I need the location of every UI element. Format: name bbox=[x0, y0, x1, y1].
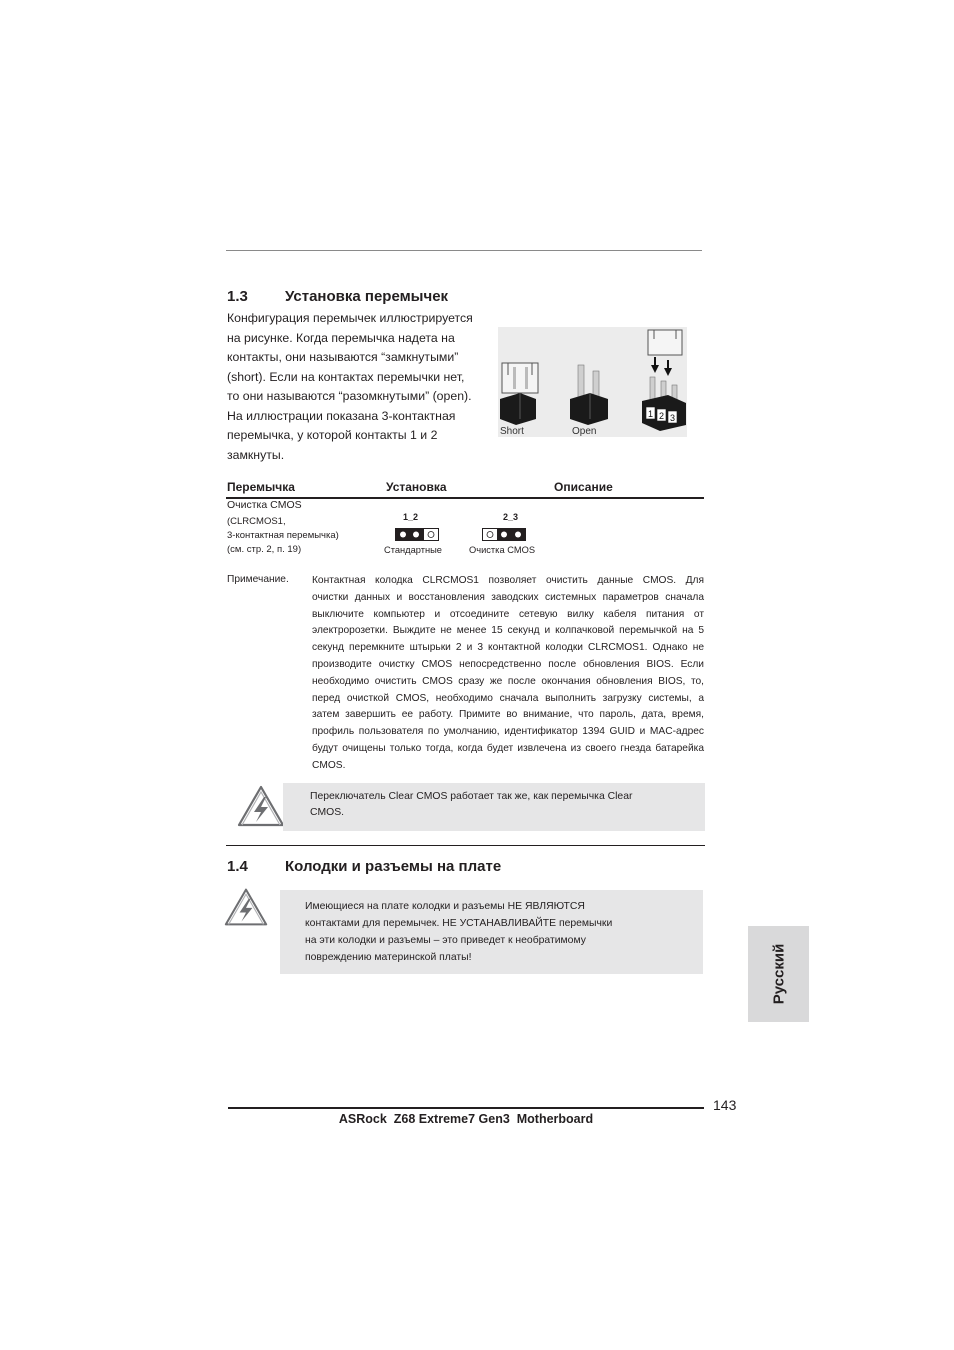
header-rule bbox=[226, 250, 702, 251]
note-line: производите очистку CMOS непосредственно после обновления BIOS. Если bbox=[312, 659, 704, 670]
language-label: Русский bbox=[770, 943, 787, 1005]
intro-line: перемычка, у которой контакты 1 и 2 bbox=[227, 428, 438, 442]
warning-box-headers bbox=[280, 890, 703, 974]
col-header-jumper: Перемычка bbox=[227, 480, 295, 494]
warning-line: Имеющиеся на плате колодки и разъемы НЕ ЯВЛЯЮТСЯ bbox=[305, 901, 585, 912]
warning-line: Переключатель Clear CMOS работает так же, как перемычка Clear bbox=[310, 791, 633, 802]
intro-line: контакты, они называются “замкнутыми” bbox=[227, 350, 459, 364]
row-jumper-type: 3-контактная перемычка) bbox=[227, 530, 339, 541]
language-side-tab bbox=[748, 926, 809, 1022]
warning-box-clear-cmos bbox=[283, 783, 705, 831]
jumper-12-diagram bbox=[395, 525, 439, 543]
setting1-pins: 1_2 bbox=[403, 512, 419, 522]
warning-line: CMOS. bbox=[310, 807, 345, 818]
note-line: Контактная колодка CLRCMOS1 позволяет очистить данные CMOS. Для bbox=[312, 575, 704, 586]
note-line: необходимо очистить CMOS сразу же после окончания обновления BIOS, то, bbox=[312, 675, 704, 687]
short-jumper bbox=[500, 363, 538, 425]
row-jumper-id: (CLRCMOS1, bbox=[227, 516, 286, 527]
pin-number: 1 bbox=[648, 409, 654, 419]
note-body bbox=[312, 574, 704, 774]
intro-paragraph bbox=[227, 311, 492, 466]
note-line: перед очисткой CMOS, необходимо сначала выполнить загрузку системы, а bbox=[312, 692, 704, 704]
intro-line: на рисунке. Когда перемычка надета на bbox=[227, 330, 455, 345]
page-number: 143 bbox=[713, 1097, 737, 1113]
col-header-setting: Установка bbox=[386, 480, 447, 494]
intro-line: (short). Если на контактах перемычки нет, bbox=[227, 369, 465, 384]
note-line: выключите компьютер и отсоедините сетевую вилку кабеля питания от bbox=[312, 608, 704, 620]
jumper-illustration bbox=[498, 327, 687, 437]
footer-rule bbox=[228, 1107, 704, 1109]
jumper-figure bbox=[498, 327, 687, 437]
row-jumper-name: Очистка CMOS bbox=[227, 499, 302, 511]
section-rule bbox=[226, 845, 705, 846]
pin-number: 3 bbox=[670, 413, 676, 423]
warning-line: на эти колодки и разъемы – это приведет к необратимому bbox=[305, 935, 586, 946]
intro-line: то они называются “разомкнутыми” (open). bbox=[227, 389, 472, 403]
open-label: Open bbox=[572, 426, 597, 437]
intro-line: На иллюстрации показана 3-контактная bbox=[227, 408, 456, 423]
note-line: очистки данных и восстановления заводских системных параметров сначала bbox=[312, 591, 704, 603]
warning-line: контактами для перемычек. НЕ УСТАНАВЛИВАЙТЕ перемычки bbox=[305, 918, 613, 929]
note-line: будут очищены только тогда, когда будет извлечена из своего гнезда батарейка bbox=[312, 743, 704, 754]
setting1-label: Стандартные bbox=[384, 545, 442, 555]
warning-icon bbox=[237, 784, 285, 828]
note-line: CMOS. bbox=[312, 759, 346, 771]
note-line: электророзетки. Выждите не менее 15 секунд и колпачковой перемычкой на 5 bbox=[312, 625, 704, 637]
section-title: Колодки и разъемы на плате bbox=[285, 858, 502, 875]
section-number: 1.4 bbox=[227, 858, 248, 875]
warning-icon bbox=[224, 886, 268, 928]
setting2-label: Очистка CMOS bbox=[469, 545, 536, 555]
note-line: профиль пользователя по умолчанию, идентификатор 1394 GUID и MAC-адрес bbox=[312, 726, 704, 738]
note-line: секунд перемкните штырьки 2 и 3 контактной колодки CLRCMOS1. Однако не bbox=[312, 642, 704, 654]
note-line: затем завершить ее работу. Примите во внимание, что пароль, дата, время, bbox=[312, 709, 704, 721]
intro-line: Конфигурация перемычек иллюстрируется bbox=[227, 311, 473, 325]
section-title: Установка перемычек bbox=[285, 288, 449, 305]
section-1-3-heading bbox=[227, 288, 627, 308]
jumper-table-header bbox=[227, 480, 704, 496]
section-number: 1.3 bbox=[227, 288, 248, 305]
open-jumper bbox=[570, 365, 608, 425]
short-label: Short bbox=[500, 426, 524, 437]
warning-line: повреждению материнской платы! bbox=[305, 952, 472, 963]
intro-line: замкнуты. bbox=[227, 447, 285, 462]
note-label: Примечание. bbox=[227, 574, 289, 585]
section-1-4-heading bbox=[227, 858, 627, 878]
setting2-pins: 2_3 bbox=[503, 512, 519, 522]
footer-product: ASRock Z68 Extreme7 Gen3 Motherboard bbox=[338, 1112, 594, 1126]
col-header-description: Описание bbox=[554, 480, 613, 494]
jumper-23-diagram bbox=[482, 525, 526, 543]
table-row bbox=[227, 499, 704, 561]
row-jumper-ref: (см. стр. 2, п. 19) bbox=[227, 544, 302, 555]
pin-number: 2 bbox=[659, 411, 665, 421]
